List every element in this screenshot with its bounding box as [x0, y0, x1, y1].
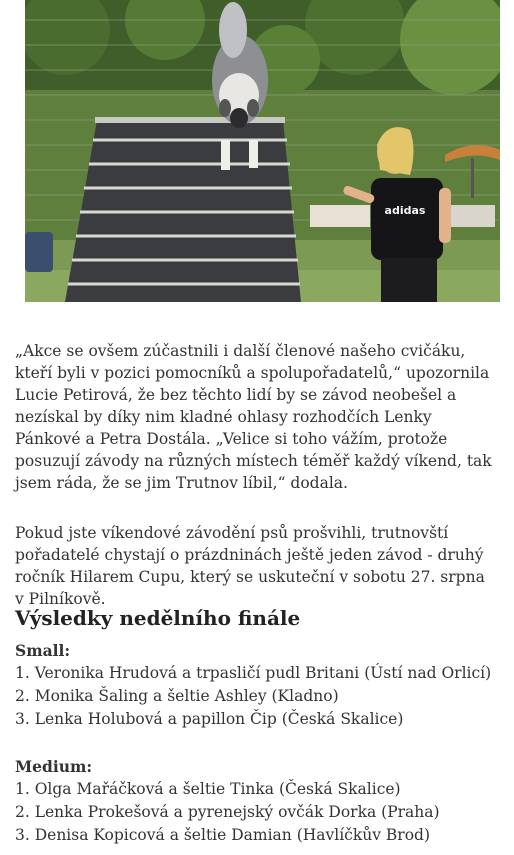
result-item: 2. Lenka Prokešová a pyrenejský ovčák Dorka (Praha) [15, 803, 440, 821]
result-item: 1. Olga Mařáčková a šeltie Tinka (Česká Skalice) [15, 780, 401, 798]
article-paragraph-quote: „Akce se ovšem zúčastnili i další členové našeho cvičáku, kteří byli v pozici pomocníků a spolupořadatelů,“ upozornila Lucie Petirová, že bez těchto lidí by se závod neobešel a nezískal by díky nim kladné ohlasy rozhodčích Lenky Pánkové a Petra Dostála. „Velice si toho vážím, protože posuzují závody na různých místech téměř každý víkend, tak jsem ráda, že se jim Trutnov líbil,“ dodala. [15, 342, 492, 492]
agility-photo-illustration [25, 0, 500, 302]
results-medium-label: Medium: [15, 757, 93, 776]
result-item: 3. Denisa Kopicová a šeltie Damian (Havlíčkův Brod) [15, 826, 431, 844]
result-item: 2. Monika Šaling a šeltie Ashley (Kladno) [15, 687, 339, 705]
article-paragraph-announcement: Pokud jste víkendové závodění psů prošvihli, trutnovští pořadatelé chystají o prázdninách ještě jeden závod - druhý ročník Hilarem Cupu, který se uskuteční v sobotu 27. srpna v Pilníkově. [15, 524, 485, 608]
results-small-label: Small: [15, 641, 71, 660]
results-heading: Výsledky nedělního finále [15, 606, 301, 630]
results-small [15, 640, 503, 731]
article-photo [25, 0, 500, 302]
results-medium [15, 756, 503, 847]
result-item: 1. Veronika Hrudová a trpasličí pudl Britani (Ústí nad Orlicí) [15, 664, 492, 682]
result-item: 3. Lenka Holubová a papillon Čip (Česká Skalice) [15, 710, 404, 728]
shirt-logo-text: adidas [384, 204, 426, 217]
